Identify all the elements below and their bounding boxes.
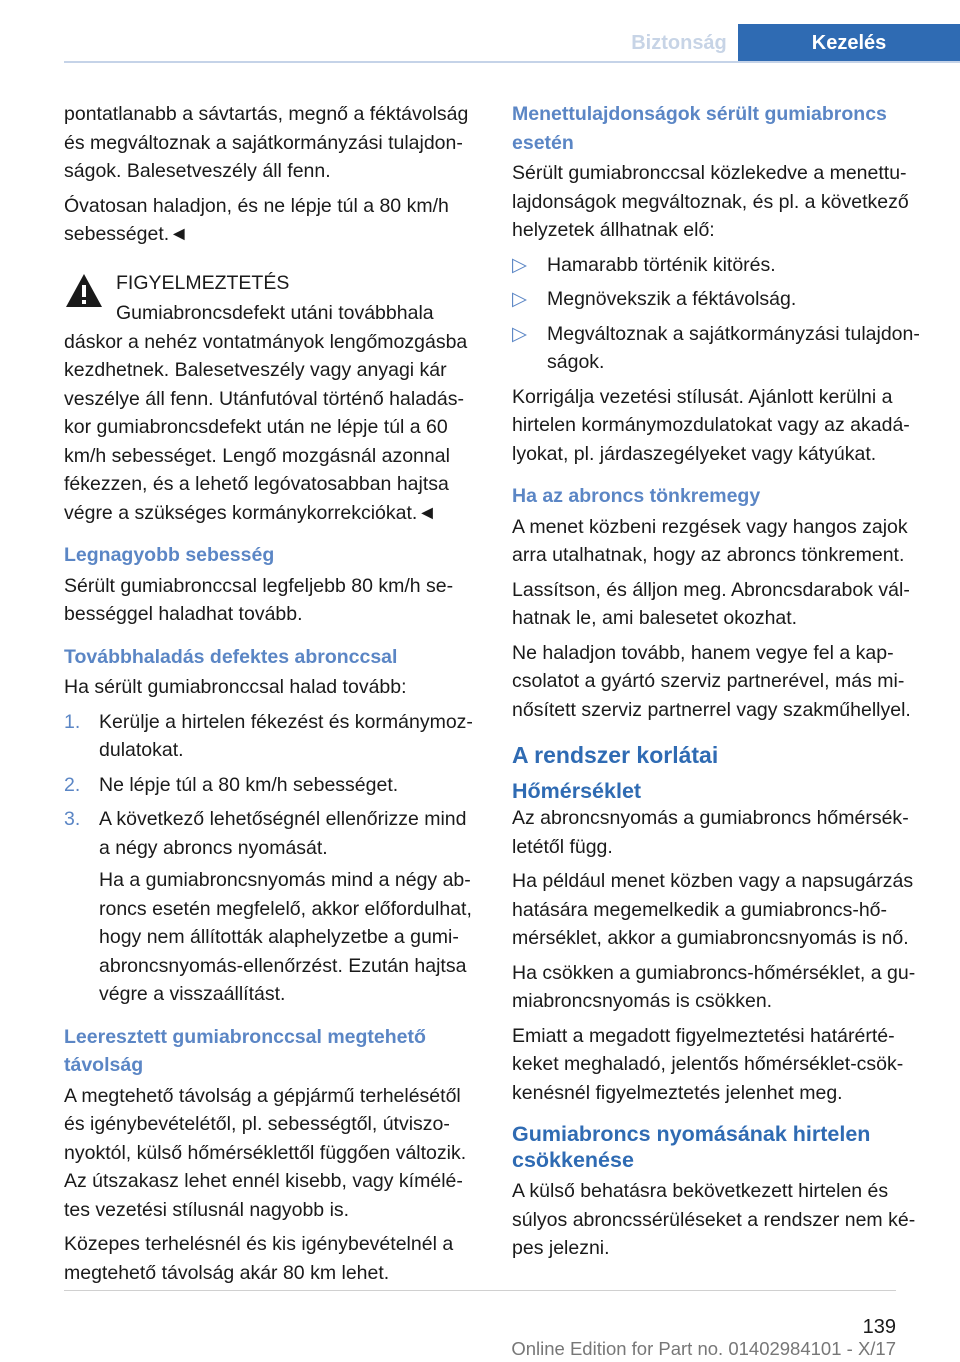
paragraph: Ha csökken a gumiabroncs-hőmérséklet, a gumiabroncsnyomás is csökken. [512,961,916,1012]
step-number: 1. [64,710,81,733]
footer-divider [64,1290,896,1291]
steps-list [64,708,479,1009]
heading-sudden-pressure-drop: Gumiabroncs nyomásának hirtelen csökkenése [512,1122,871,1172]
heading-driving-properties: Menettulajdonságok sérült gumiabroncs esetén [512,103,887,154]
list-item [512,251,926,280]
right-column [512,100,926,1269]
paragraph: Az abroncsnyomás a gumiabroncs hőmérsékletétől függ. [512,807,909,858]
paragraph: A megtehető távolság a gépjármű terhelésétől és igénybevételétől, pl. sebességtől, útviszonyoktól, külső hőmérséklettől függően változik. Az útszakasz lehet ennél kisebb, vagy kímélétes vezetési stílusnál nagyobb is. [64,1084,467,1221]
list-item [512,320,926,377]
step-number: 3. [64,808,81,830]
edition-note: Online Edition for Part no. 01402984101 - X/17 [511,1338,896,1359]
bullet-triangle-icon: ▷ [512,322,527,345]
list-item [64,805,479,1009]
heading-max-speed: Legnagyobb sebesség [64,544,275,566]
paragraph: Ha sérült gumiabronccsal halad tovább: [64,676,407,698]
paragraph: Ne haladjon tovább, hanem vegye fel a kapcsolatot a gyártó szerviz partnerével, más minősített szerviz partnerrel vagy szakműhellyel. [512,641,911,721]
heading-system-limits: A rendszer korlátai [512,742,719,768]
step-text: Kerülje a hirtelen fékezést és kormánymozdulatokat. [99,710,473,761]
bullet-text: Megváltoznak a sajátkormányzási tulajdonságok. [547,322,920,373]
heading-tyre-broken: Ha az abroncs tönkremegy [512,485,761,507]
list-item [64,771,479,800]
warning-title: FIGYELMEZTETÉS [116,271,290,294]
heading-continue: Továbbhaladás defektes abronccsal [64,645,398,668]
paragraph: Emiatt a megadott figyelmeztetési határértékeket meghaladó, jelentős hőmérséklet-csökkenésnél figyelmeztetés jelenhet meg. [512,1024,904,1104]
tab-biztonsag[interactable]: Biztonság [620,24,738,62]
warning-text: dáskor a nehéz vontatmányok lengőmozgásba kezdhetnek. Balesetveszély vagy anyagi kár veszélye áll fenn. Utánfutóval történő haladáskor gumiabroncsdefekt után ne lépje túl a 60 km/h sebességet. Lengő mozgásnál azonnal fékezzen, és a lehető legóvatosabban hajtsa végre a szükséges kormánykorrekciókat.◄ [64,330,468,524]
paragraph: Korrigálja vezetési stílusát. Ajánlott kerülni a hirtelen kormánymozdulatokat vagy az akadályokat, pl. járdaszegélyeket vagy kátyúkat. [512,385,910,465]
chapter-tabs [620,24,960,62]
heading-temperature: Hőmérséklet [512,779,642,803]
paragraph: Sérült gumiabronccsal legfeljebb 80 km/h sebességgel haladhat tovább. [64,574,454,625]
bullet-triangle-icon: ▷ [512,253,527,276]
warning-triangle-icon [64,271,104,311]
bullet-text: Hamarabb történik kitörés. [547,253,776,276]
warning-box [64,269,479,528]
paragraph: A külső behatásra bekövetkezett hirtelen és súlyos abroncssérüléseket a rendszer nem képes jelezni. [512,1180,916,1259]
paragraph: Lassítson, és álljon meg. Abroncsdarabok válhatnak le, ami balesetet okozhat. [512,578,910,629]
heading-range: Leeresztett gumiabronccsal megtehető távolság [64,1025,426,1076]
paragraph: Közepes terhelésnél és kis igénybevételnél a megtehető távolság akár 80 km lehet. [64,1233,454,1284]
paragraph: Ha például menet közben vagy a napsugárzás hatására megemelkedik a gumiabroncs-hőmérséklet, akkor a gumiabroncsnyomás is nő. [512,870,914,949]
tab-kezeles[interactable]: Kezelés [738,24,960,62]
step-subparagraph: Ha a gumiabroncsnyomás mind a négy abroncs esetén megfelelő, akkor előfordulhat, hogy nem állították alaphelyzetbe a gumiabroncsnyomás-ellenőrzést. Ezután hajtsa végre a visszaállítást. [99,869,472,1005]
page-number: 139 [862,1316,896,1338]
warning-text-first: Gumiabroncsdefekt utáni továbbhala [116,302,434,324]
bullet-text: Megnövekszik a féktávolság. [547,288,797,310]
bullet-list [512,251,926,377]
step-text: Ne lépje túl a 80 km/h sebességet. [99,773,399,796]
step-text: A következő lehetőségnél ellenőrizze mind a négy abroncs nyomását. [99,808,467,859]
list-item [512,285,926,314]
step-number: 2. [64,773,81,796]
header-divider [64,61,960,63]
list-item [64,708,479,765]
paragraph: Sérült gumiabronccsal közlekedve a menettulajdonságok megváltoznak, és pl. a következő helyzetek állhatnak elő: [512,162,909,241]
paragraph: pontatlanabb a sávtartás, megnő a féktávolság és megváltoznak a sajátkormányzási tulajdonságok. Balesetveszély áll fenn. [64,103,469,182]
paragraph: Óvatosan haladjon, és ne lépje túl a 80 km/h sebességet.◄ [64,194,449,245]
paragraph: A menet közbeni rezgések vagy hangos zajok arra utalhatnak, hogy az abroncs tönkrement. [512,515,908,566]
bullet-triangle-icon: ▷ [512,288,527,310]
left-column [64,100,479,1293]
